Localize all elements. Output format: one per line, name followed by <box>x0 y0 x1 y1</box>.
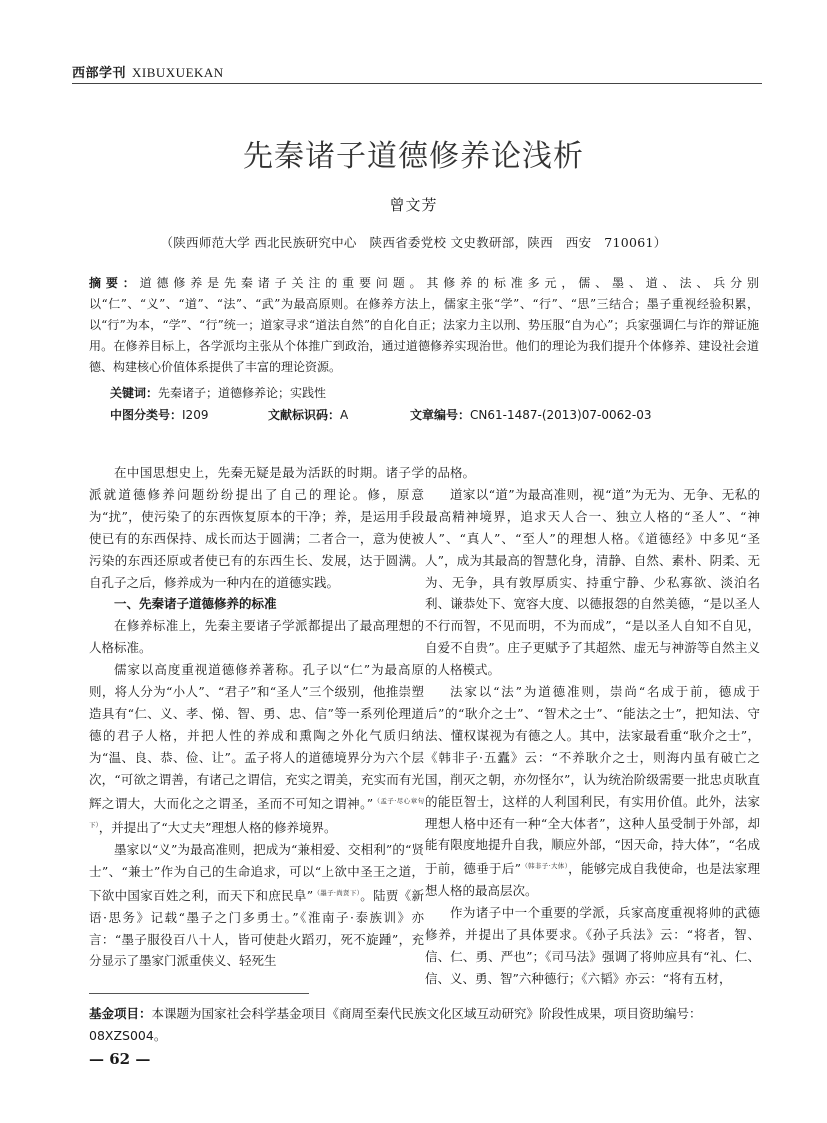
document-code: 文献标识码：A <box>268 408 349 422</box>
body-column-right <box>425 462 760 990</box>
body-paragraph: 的品格。 <box>425 465 476 480</box>
source-citation: （孟子·尽心章句下） <box>89 796 424 829</box>
clc-number: 中图分类号：I209 <box>110 408 209 422</box>
body-column-left <box>89 462 424 972</box>
body-paragraph: 作为诸子中一个重要的学派，兵家高度重视将帅的武德修养，并提出了具体要求。《孙子兵法》云：“将者，智、信、仁、勇、严也”；《司马法》强调了将帅应具有“礼、仁、信、义、勇、智”六种德行；《六韬》亦云：“将有五材， <box>425 905 760 986</box>
article-title: 先秦诸子道德修养论浅析 <box>243 139 584 174</box>
author-name: 曾文芳 <box>389 196 438 214</box>
keywords-text: 先秦诸子；道德修养论；实践性 <box>158 386 327 400</box>
body-paragraph: 道家以“道”为最高准则，视“道”为无为、无争、无私的最高精神境界，追求天人合一、独立人格的“圣人”、“神人”、“真人”、“至人”的理想人格。《道德经》中多见“圣人”，成为其最高的智慧化身，清静、自然、素朴、阴柔、无为、无争，具有敦厚质实、持重宁静、少私寡欲、淡泊名利、谦恭处下、宽容大度、以德报怨的自然美德，“是以圣人不行而智，不见而明，不为而成”，“是以圣人自知不自见，自爱不自贵”。庄子更赋予了其超然、虚无与神游等自然主义的人格模式。 <box>425 486 760 678</box>
section-heading: 一、先秦诸子道德修养的标准 <box>114 596 277 612</box>
abstract <box>89 273 759 378</box>
source-citation: （墨子·尚贤下） <box>313 888 361 897</box>
journal-name-en: XIBUXUEKAN <box>132 65 224 80</box>
body-paragraph: 法家以“法”为道德准则，崇尚“名成于前，德成于后”的“耿介之士”、“智术之士”、“能法之士”，把知法、守法、懂权谋视为有德之人。其中，法家最看重“耿介之士”，《韩非子·五蠹》云：“不养耿介之士，则海内虽有破亡之国，削灭之朝，亦勿怪尔”，认为统治阶级需要一批忠贞耿直的能臣智士，这样的人利国利民，有实用价值。此外，法家理想人格中还有一种“全大体者”，这种人虽受制于外部，却能有限度地提升自我，顺应外部，“因天命，持大体”，“名成于前，德垂于后”$^{(韩非子\cdot 大体)}$，能够完成自我使命，也是法家理想人格的最高层次。 <box>425 684 760 899</box>
header-rule <box>72 83 762 84</box>
running-header <box>72 62 224 81</box>
journal-name-cn: 西部学刊 <box>72 66 127 81</box>
footnote-rule <box>89 993 309 994</box>
abstract-text: 道德修养是先秦诸子关注的重要问题。其修养的标准多元，儒、墨、道、法、兵分别以“仁”、“义”、“道”、“法”、“武”为最高原则。在修养方法上，儒家主张“学”、“行”、“思”三结合；墨子重视经验积累，以“行”为本，“学”、“行”统一；道家寻求“道法自然”的自化自正；法家力主以刑、势压服“自为心”；兵家强调仁与诈的辩证施用。在修养目标上，各学派均主张从个体推广到政治，通过道德修养实现治世。他们的理论为我们提升个体修养、建设社会道德、构建核心价值体系提供了丰富的理论资源。 <box>89 276 759 374</box>
body-paragraph: 儒家以高度重视道德修养著称。孔子以“仁”为最高原则，将人分为“小人”、“君子”和“圣人”三个级别，他推崇塑造具有“仁、义、孝、悌、智、勇、忠、信”等一系列伦理道德的君子人格，并把人性的养成和熏陶之外化气质归纳为“温、良、恭、俭、让”。孟子将人的道德境界分为六个层次，“可欲之谓善，有诸己之谓信，充实之谓美，充实而有光辉之谓大，大而化之之谓圣，圣而不可知之谓神。”$^{(孟子\cdot 尽心章句下)}$，并提出了“大丈夫”理想人格的修养境界。 <box>89 662 424 835</box>
body-paragraph: 在中国思想史上，先秦无疑是最为活跃的时期。诸子学派就道德修养问题纷纷提出了自己的理论。修，原意为“扰”，使污染了的东西恢复原本的干净；养，是运用手段使已有的东西保持、成长而达于圆满；二者合一，意为使被污染的东西还原或者使已有的东西生长、发展，达于圆满。自孔子之后，修养成为一种内在的道德实践。 <box>89 465 424 590</box>
body-paragraph: 在修养标准上，先秦主要诸子学派都提出了最高理想的人格标准。 <box>89 618 424 656</box>
funding-label: 基金项目： <box>89 1006 152 1021</box>
source-citation: （韩非子·大体） <box>521 862 569 871</box>
keywords <box>110 384 326 401</box>
funding-text: 本课题为国家社会科学基金项目《商周至秦代民族文化区域互动研究》阶段性成果，项目资助编号：08XZS004。 <box>89 1006 702 1043</box>
funding-footnote <box>89 1003 769 1047</box>
author-affiliation: （陕西师范大学 西北民族研究中心 陕西省委党校 文史教研部，陕西 西安 710061） <box>160 235 667 250</box>
abstract-label: 摘要： <box>89 276 140 290</box>
body-paragraph: 墨家以“义”为最高准则，把成为“兼相爱、交相利”的“贤士”、“兼士”作为自己的生命追求，可以“上欲中圣王之道，下欲中国家百姓之利，而天下和庶民阜”$^{(墨子\cdot 尚贤下)}$。陆贾《新语·思务》记载“墨子之门多勇士。”《淮南子·泰族训》亦言：“墨子服役百八十人，皆可使赴火蹈刃，死不旋踵”，充分显示了墨家门派重侠义、轻死生 <box>89 841 424 969</box>
keywords-label: 关键词： <box>110 386 159 400</box>
article-number: 文章编号：CN61-1487-(2013)07-0062-03 <box>410 408 652 422</box>
page-number: — 62 — <box>89 1050 151 1068</box>
